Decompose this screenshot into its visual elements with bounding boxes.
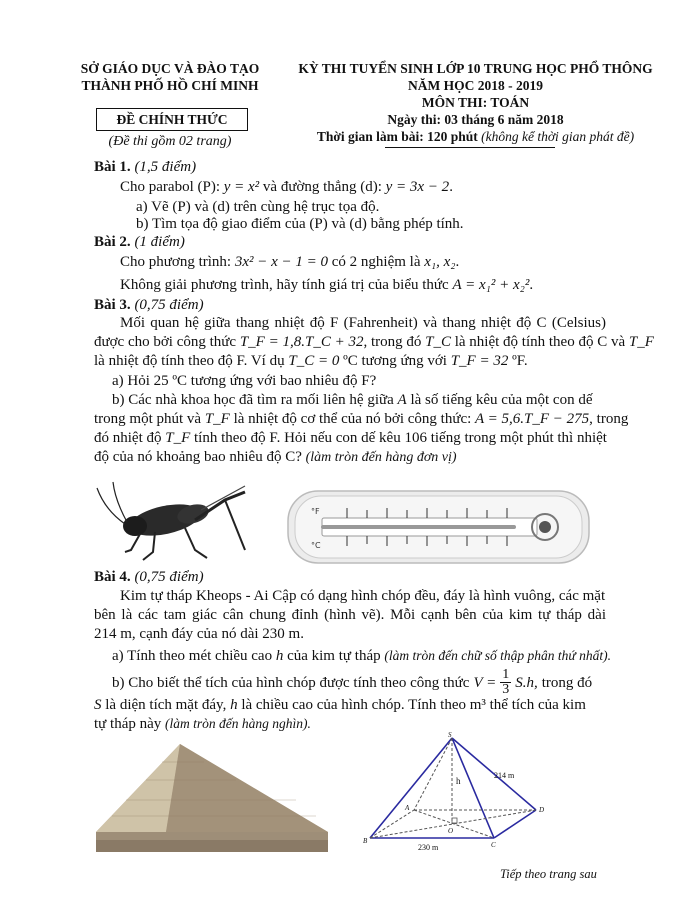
- bai1-points: (1,5 điểm): [134, 159, 197, 175]
- bai3-b-line1-b: là số tiếng kêu của một con dế: [410, 392, 593, 408]
- bai4-fraction-denominator: 3: [502, 682, 510, 697]
- bai3-example-tc: T_C = 0: [288, 353, 340, 369]
- exam-date: Ngày thi: 03 tháng 6 năm 2018: [387, 112, 564, 127]
- bai2-roots: x₁, x₂: [424, 254, 456, 270]
- exam-title-line2: NĂM HỌC 2018 - 2019: [408, 78, 543, 93]
- bai3-b-line4-a: độ của nó khoảng bao nhiêu độ C?: [94, 449, 302, 465]
- bai4-part-a-note: (làm tròn đến chữ số thập phân thứ nhất).: [384, 648, 611, 663]
- bai4-line3: 214 m, cạnh đáy của nó dài 230 m.: [94, 626, 304, 642]
- bai4-part-b-a: b) Cho biết thể tích của hình chóp được tính theo công thức: [112, 674, 470, 691]
- diagonal-AC: [414, 810, 494, 838]
- bai3-b-line3-b: tính theo độ F. Hỏi nếu con dế kêu 106 tiếng trong một phút thì nhiệt: [194, 430, 607, 446]
- bai1-part-b: b) Tìm tọa độ giao điểm của (P) và (d) bằng phép tính.: [136, 216, 464, 232]
- pyramid-diagram: [360, 730, 560, 855]
- bai2-title: Bài 2.: [94, 234, 131, 250]
- bai4-fraction-numerator: 1: [502, 667, 510, 682]
- thermometer-c-label: °C: [311, 541, 321, 550]
- bai2-line1-b: có 2 nghiệm là: [331, 254, 421, 270]
- pyramid-photo: [96, 740, 328, 852]
- label-O: O: [448, 827, 454, 835]
- bai4-part-a-a: a) Tính theo mét chiều cao: [112, 648, 273, 664]
- bai1-intro-b: và đường thẳng (d):: [262, 179, 382, 195]
- bai4-title: Bài 4.: [94, 569, 131, 585]
- exam-duration-note: (không kể thời gian phát đề): [481, 129, 635, 144]
- edge-CD: [494, 810, 536, 838]
- bai2-equation: 3x² − x − 1 = 0: [234, 254, 329, 270]
- bai4-b2-b: là chiều cao của hình chóp. Tính theo m³ thể tích của kim: [241, 697, 586, 713]
- label-B: B: [363, 837, 368, 845]
- bai1-intro-end: .: [449, 179, 453, 195]
- header-divider: [385, 147, 555, 148]
- bai3-title: Bài 3.: [94, 297, 131, 313]
- edge-SA: [414, 738, 452, 810]
- bai4-b3-a: tự tháp này: [94, 716, 162, 732]
- bai4-volume-right: S.h,: [515, 674, 538, 691]
- thermometer-image: [287, 490, 590, 564]
- bai3-b-line3-tf: T_F: [165, 430, 191, 446]
- bai3-b-line1-a: b) Các nhà khoa học đã tìm ra mối liên hệ giữa: [112, 392, 394, 408]
- exam-duration: Thời gian làm bài: 120 phút: [316, 129, 478, 144]
- bai3-example-tf: T_F = 32: [450, 353, 509, 369]
- bai4-b3-note: (làm tròn đến hàng nghìn).: [165, 716, 311, 731]
- bai3-b-line2-b: là nhiệt độ cơ thể của nó bởi công thức:: [233, 411, 472, 427]
- bai2-expression: A = x₁² + x₂²: [452, 277, 530, 293]
- bai2-line1-end: .: [455, 254, 460, 270]
- bai1-eq-d: y = 3x − 2: [385, 179, 450, 195]
- bai3-intro-line3-c: ºF.: [512, 353, 528, 369]
- bai2-line2-a: Không giải phương trình, hãy tính giá trị của biểu thức: [120, 277, 449, 293]
- bai3-b-line3-a: đó nhiệt độ: [94, 430, 162, 446]
- exam-title-line1: KỲ THI TUYỂN SINH LỚP 10 TRUNG HỌC PHỔ THÔNG: [298, 61, 653, 76]
- label-S: S: [448, 731, 452, 739]
- bai1-intro-a: Cho parabol (P):: [120, 179, 220, 195]
- bai4-b2-a: là diện tích mặt đáy,: [105, 697, 227, 713]
- bai2-line2-end: .: [529, 277, 534, 293]
- label-C: C: [491, 841, 496, 849]
- label-D: D: [539, 806, 545, 814]
- official-label: ĐỀ CHÍNH THỨC: [96, 108, 248, 131]
- bai4-volume-left: V =: [473, 674, 497, 691]
- bai3-b-tf: T_F: [204, 411, 230, 427]
- bai3-tf: T_F: [628, 334, 654, 350]
- bai3-intro-line1: Mối quan hệ giữa thang nhiệt độ F (Fahrenheit) và thang nhiệt độ C (Celsius): [120, 315, 606, 331]
- bai3-b-var-a: A: [397, 392, 407, 408]
- bai3-b-formula: A = 5,6.T_F − 275: [475, 411, 590, 427]
- bai1-eq-p: y = x²: [223, 179, 260, 195]
- department-line2: THÀNH PHỐ HỒ CHÍ MINH: [81, 78, 259, 93]
- bai1-part-a: a) Vẽ (P) và (d) trên cùng hệ trục tọa độ.: [136, 199, 380, 215]
- edge-SB: [370, 738, 452, 838]
- bai3-part-a: a) Hỏi 25 ºC tương ứng với bao nhiêu độ F?: [112, 373, 377, 389]
- bai4-part-b-b: trong đó: [541, 674, 593, 691]
- bai4-part-a-b: của kim tự tháp: [287, 648, 381, 664]
- exam-subject: MÔN THI: TOÁN: [421, 95, 530, 110]
- bai3-intro-line3-a: là nhiệt độ tính theo độ F. Ví dụ: [94, 353, 285, 369]
- bai2-points: (1 điểm): [134, 234, 185, 250]
- label-side-214: 214 m: [494, 771, 515, 780]
- bai3-points: (0,75 điểm): [134, 297, 204, 313]
- thermometer-f-label: °F: [311, 507, 320, 516]
- label-base-230: 230 m: [418, 843, 439, 852]
- bai4-volume-fraction: [500, 668, 511, 697]
- bai4-line1: Kim tự tháp Kheops - Ai Cập có dạng hình chóp đều, đáy là hình vuông, các mặt: [120, 588, 606, 604]
- department-line1: SỞ GIÁO DỤC VÀ ĐÀO TẠO: [80, 61, 260, 76]
- bai1-title: Bài 1.: [94, 159, 131, 175]
- bai4-points: (0,75 điểm): [134, 569, 204, 585]
- bai4-line2: bên là các tam giác cân chung đỉnh (hình vẽ). Mỗi cạnh bên của kim tự tháp dài: [94, 607, 606, 623]
- bai3-b-line4-note: (làm tròn đến hàng đơn vị): [305, 450, 457, 465]
- pages-note: (Đề thi gồm 02 trang): [108, 134, 232, 149]
- bai3-tc: T_C: [425, 334, 451, 350]
- bai4-b2-var-s: S: [94, 697, 102, 713]
- bai3-intro-line2-a: được cho bởi công thức: [94, 334, 237, 350]
- bai3-intro-line2-c: là nhiệt độ tính theo độ C và: [454, 334, 626, 350]
- bai3-b-line2-a: trong một phút và: [94, 411, 202, 427]
- bai4-b2-var-h: h: [230, 697, 238, 713]
- bai3-intro-line3-b: ºC tương ứng với: [343, 353, 447, 369]
- bai3-intro-line2-b: , trong đó: [363, 334, 422, 350]
- label-height-h: h: [456, 776, 461, 786]
- bai2-line1-a: Cho phương trình:: [120, 254, 232, 270]
- edge-SC: [452, 738, 494, 838]
- bai3-formula: T_F = 1,8.T_C + 32: [239, 334, 364, 350]
- label-A: A: [405, 804, 410, 812]
- footer-next-page: Tiếp theo trang sau: [500, 867, 597, 881]
- bai3-b-line2-c: , trong: [589, 411, 629, 427]
- bai4-part-a-var: h: [275, 648, 284, 664]
- cricket-image: [95, 480, 255, 565]
